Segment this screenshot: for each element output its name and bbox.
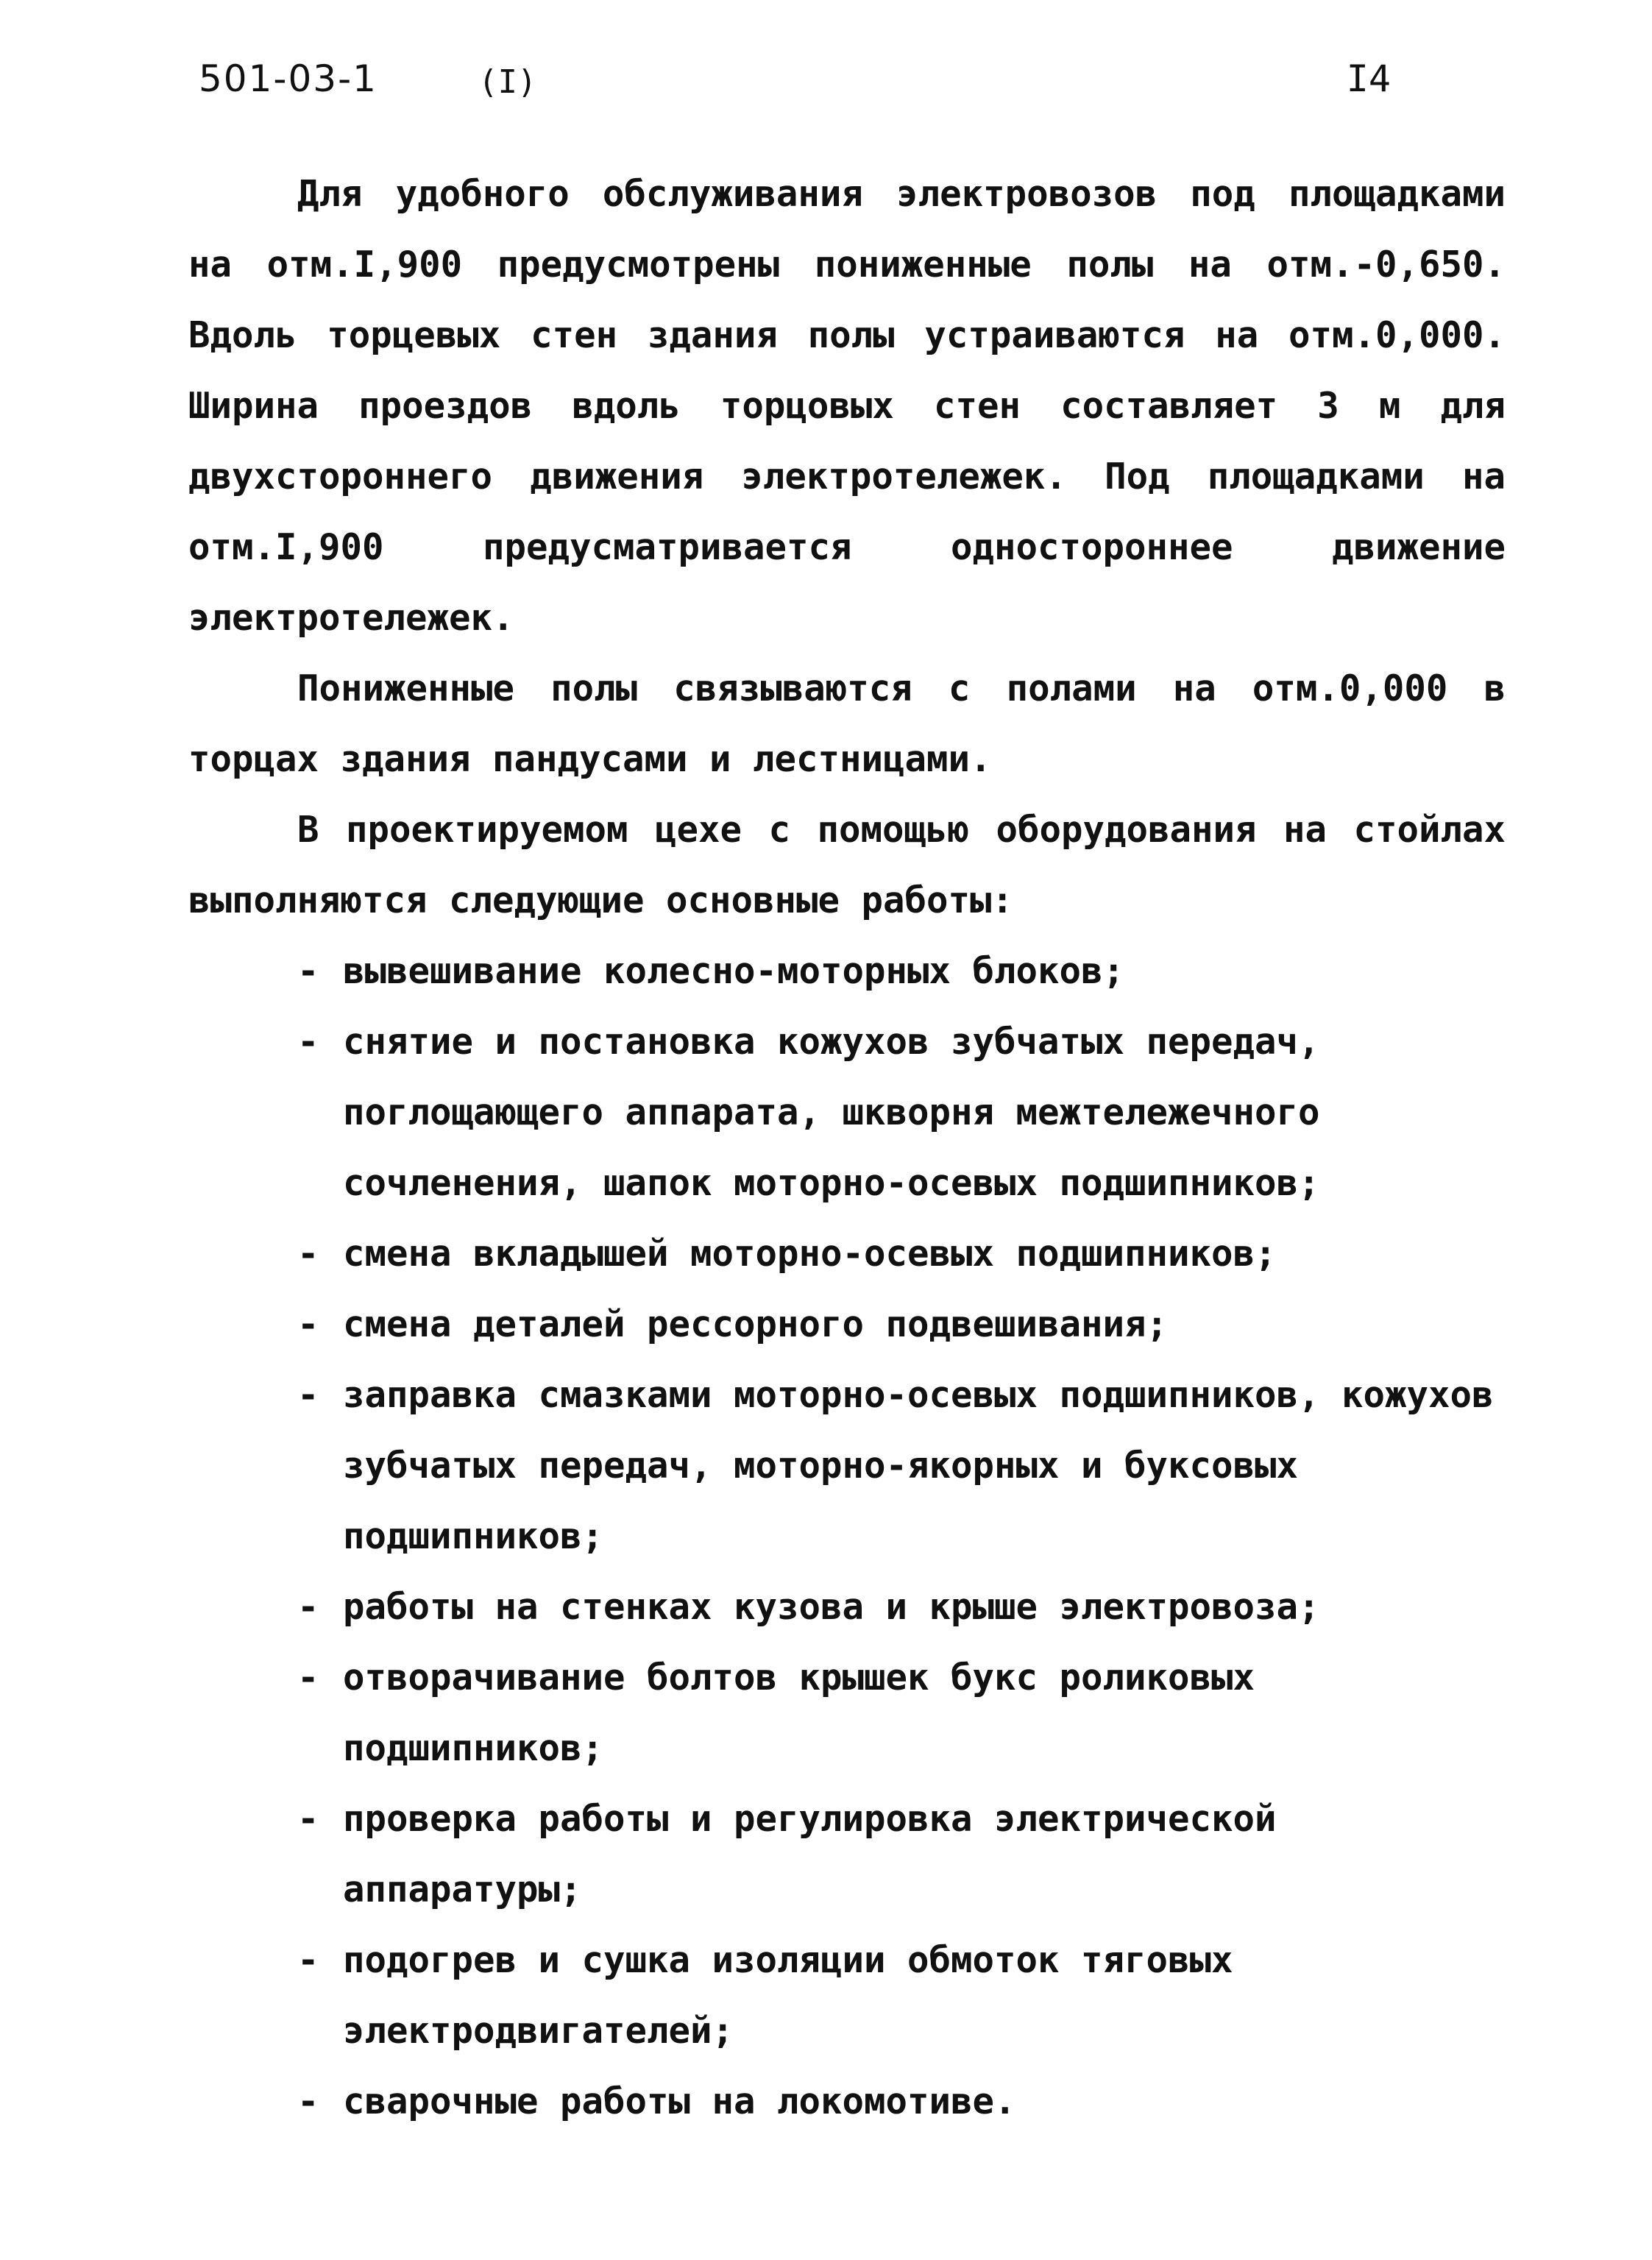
list-item [297, 1784, 1506, 1925]
list-dash: - [297, 1939, 319, 1981]
list-item-text: снятие и постановка кожухов зубчатых передач, поглощающего аппарата, шкворня межтележечного сочленения, шапок моторно-осевых подшипников; [343, 1021, 1320, 1204]
page-number: I4 [1346, 57, 1391, 100]
work-list [188, 936, 1506, 2137]
paragraph-ramps: Пониженные полы связываются с полами на отм.0,000 в торцах здания пандусами и лестницами. [188, 667, 1506, 780]
list-dash: - [297, 1021, 319, 1063]
list-item-text: подогрев и сушка изоляции обмоток тяговых электродвигателей; [343, 1939, 1233, 2052]
paragraph-works-intro: В проектируемом цехе с помощью оборудования на стойлах выполняются следующие основные работы: [188, 809, 1506, 921]
list-item [297, 1289, 1506, 1360]
list-item [297, 1643, 1506, 1784]
list-item [297, 936, 1506, 1007]
list-dash: - [297, 1303, 319, 1345]
list-dash: - [297, 1657, 319, 1698]
list-dash: - [297, 950, 319, 992]
body-text [188, 159, 1506, 2137]
list-item [297, 1360, 1506, 1572]
list-item-text: отворачивание болтов крышек букс роликовых подшипников; [343, 1657, 1255, 1769]
list-item-text: смена деталей рессорного подвешивания; [343, 1303, 1169, 1345]
list-item [297, 1572, 1506, 1643]
list-item-text: работы на стенках кузова и крыше электровоза; [343, 1586, 1320, 1628]
list-item-text: вывешивание колесно-моторных блоков; [343, 950, 1125, 992]
document-code: 501-03-1 [199, 57, 377, 100]
page-header [199, 57, 1391, 124]
list-item-text: сварочные работы на локомотиве. [343, 2080, 1016, 2122]
list-item [297, 1007, 1506, 1219]
list-item-text: заправка смазками моторно-осевых подшипников, кожухов зубчатых передач, моторно-якорных и буксовых подшипников; [343, 1374, 1494, 1557]
list-item [297, 1925, 1506, 2066]
list-item-text: смена вкладышей моторно-осевых подшипников; [343, 1233, 1277, 1275]
list-dash: - [297, 1798, 319, 1840]
list-dash: - [297, 1586, 319, 1628]
list-item-text: проверка работы и регулировка электрической аппаратуры; [343, 1798, 1277, 1910]
paragraph-floors: Для удобного обслуживания электровозов под площадками на отм.I,900 предусмотрены пониженные полы на отм.-0,650. Вдоль торцевых стен здания полы устраиваются на отм.0,000. Ширина проездов вдоль торцовых стен составляет 3 м для двухстороннего движения электротележек. Под площадками на отм.I,900 предусматривается одностороннее движение электротележек. [188, 173, 1506, 639]
list-dash: - [297, 1374, 319, 1416]
list-dash: - [297, 1233, 319, 1275]
document-part: (I) [478, 63, 537, 101]
list-dash: - [297, 2080, 319, 2122]
list-item [297, 2066, 1506, 2137]
list-item [297, 1219, 1506, 1289]
